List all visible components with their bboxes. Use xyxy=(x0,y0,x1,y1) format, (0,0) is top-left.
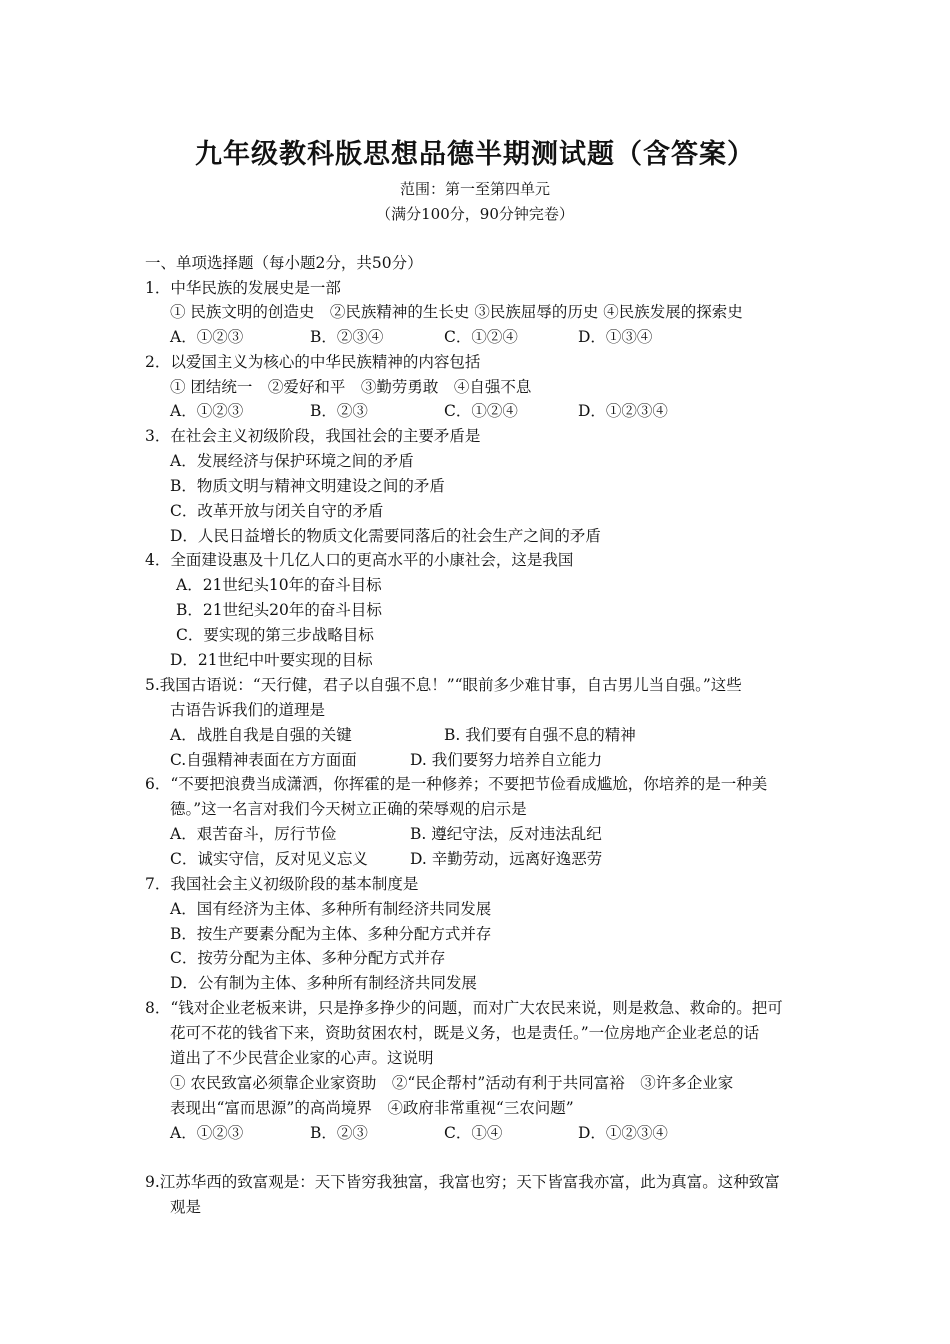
option-c: C．①④ xyxy=(444,1124,503,1142)
option-d: D．21世纪中叶要实现的目标 xyxy=(170,651,373,669)
question-2-stem: 2．以爱国主义为核心的中华民族精神的内容包括 xyxy=(145,353,481,371)
option-a: A．①②③ xyxy=(170,328,244,346)
option-d: D．人民日益增长的物质文化需要同落后的社会生产之间的矛盾 xyxy=(170,527,601,545)
question-8-stem: 8．“钱对企业老板来讲，只是挣多挣少的问题，而对广大农民来说，则是救急、救命的。把可 xyxy=(145,999,783,1017)
exam-range: 范围：第一至第四单元 xyxy=(399,180,550,198)
option-d: D．①②③④ xyxy=(578,1124,668,1142)
question-2-items: ① 团结统一 ②爱好和平 ③勤劳勇敢 ④自强不息 xyxy=(170,378,532,396)
option-b: B．按生产要素分配为主体、多种分配方式并存 xyxy=(170,925,492,943)
option-d: D. 辛勤劳动，远离好逸恶劳 xyxy=(410,850,603,868)
question-8-stem-cont: 道出了不少民营企业家的心声。这说明 xyxy=(170,1049,434,1067)
option-b: B．②③④ xyxy=(310,328,384,346)
question-1-stem: 1．中华民族的发展史是一部 xyxy=(145,279,341,297)
option-b: B．21世纪头20年的奋斗目标 xyxy=(176,601,382,619)
option-d: D．①②③④ xyxy=(578,402,668,420)
option-a: A．发展经济与保护环境之间的矛盾 xyxy=(170,452,414,470)
option-c: C．诚实守信，反对见义忘义 xyxy=(170,850,368,868)
option-a: A．艰苦奋斗，厉行节俭 xyxy=(170,825,337,843)
option-c: C．改革开放与闭关自守的矛盾 xyxy=(170,502,384,520)
question-6-stem: 6．“不要把浪费当成潇洒，你挥霍的是一种修养；不要把节俭看成尴尬，你培养的是一种美 xyxy=(145,775,768,793)
question-8-items-cont: 表现出“富而思源”的高尚境界 ④政府非常重视“三农问题” xyxy=(170,1099,574,1117)
option-a: A．21世纪头10年的奋斗目标 xyxy=(176,576,382,594)
option-a: A．战胜自我是自强的关键 xyxy=(170,726,352,744)
option-c: C．①②④ xyxy=(444,328,518,346)
option-b: B．②③ xyxy=(310,402,368,420)
question-3-stem: 3．在社会主义初级阶段，我国社会的主要矛盾是 xyxy=(145,427,481,445)
question-8-stem-cont: 花可不花的钱省下来，资助贫困农村，既是义务，也是责任。”一位房地产企业老总的话 xyxy=(170,1024,760,1042)
option-d: D．①③④ xyxy=(578,328,653,346)
option-b: B．②③ xyxy=(310,1124,368,1142)
option-b: B. 遵纪守法，反对违法乱纪 xyxy=(410,825,602,843)
section-heading: 一、单项选择题（每小题2分，共50分） xyxy=(145,254,423,272)
option-b: B．物质文明与精神文明建设之间的矛盾 xyxy=(170,477,445,495)
question-5-stem: 5.我国古语说：“天行健，君子以自强不息！”“眼前多少难甘事，自古男儿当自强。”这些 xyxy=(145,676,742,694)
document-title: 九年级教科版思想品德半期测试题（含答案） xyxy=(195,139,755,170)
option-d: D. 我们要努力培养自立能力 xyxy=(410,751,603,769)
option-a: A．①②③ xyxy=(170,402,244,420)
question-9-stem: 9.江苏华西的致富观是：天下皆穷我独富，我富也穷；天下皆富我亦富，此为真富。这种致富 xyxy=(145,1173,780,1191)
question-5-stem-cont: 古语告诉我们的道理是 xyxy=(170,701,326,719)
question-9-stem-cont: 观是 xyxy=(170,1198,202,1216)
question-6-stem-cont: 德。”这一名言对我们今天树立正确的荣辱观的启示是 xyxy=(170,800,527,818)
option-c: C．要实现的第三步战略目标 xyxy=(176,626,374,644)
option-c: C．①②④ xyxy=(444,402,518,420)
question-8-items: ① 农民致富必须靠企业家资助 ②“民企帮村”活动有利于共同富裕 ③许多企业家 xyxy=(170,1074,734,1092)
option-d: D．公有制为主体、多种所有制经济共同发展 xyxy=(170,974,477,992)
option-c: C.自强精神表面在方方面面 xyxy=(170,751,357,769)
question-1-items: ① 民族文明的创造史 ②民族精神的生长史 ③民族屈辱的历史 ④民族发展的探索史 xyxy=(170,303,743,321)
option-a: A．国有经济为主体、多种所有制经济共同发展 xyxy=(170,900,492,918)
question-4-stem: 4．全面建设惠及十几亿人口的更高水平的小康社会，这是我国 xyxy=(145,551,574,569)
option-b: B. 我们要有自强不息的精神 xyxy=(444,726,636,744)
option-c: C．按劳分配为主体、多种分配方式并存 xyxy=(170,949,446,967)
option-a: A．①②③ xyxy=(170,1124,244,1142)
exam-scoring: （满分100分，90分钟完卷） xyxy=(376,205,574,223)
question-7-stem: 7．我国社会主义初级阶段的基本制度是 xyxy=(145,875,419,893)
